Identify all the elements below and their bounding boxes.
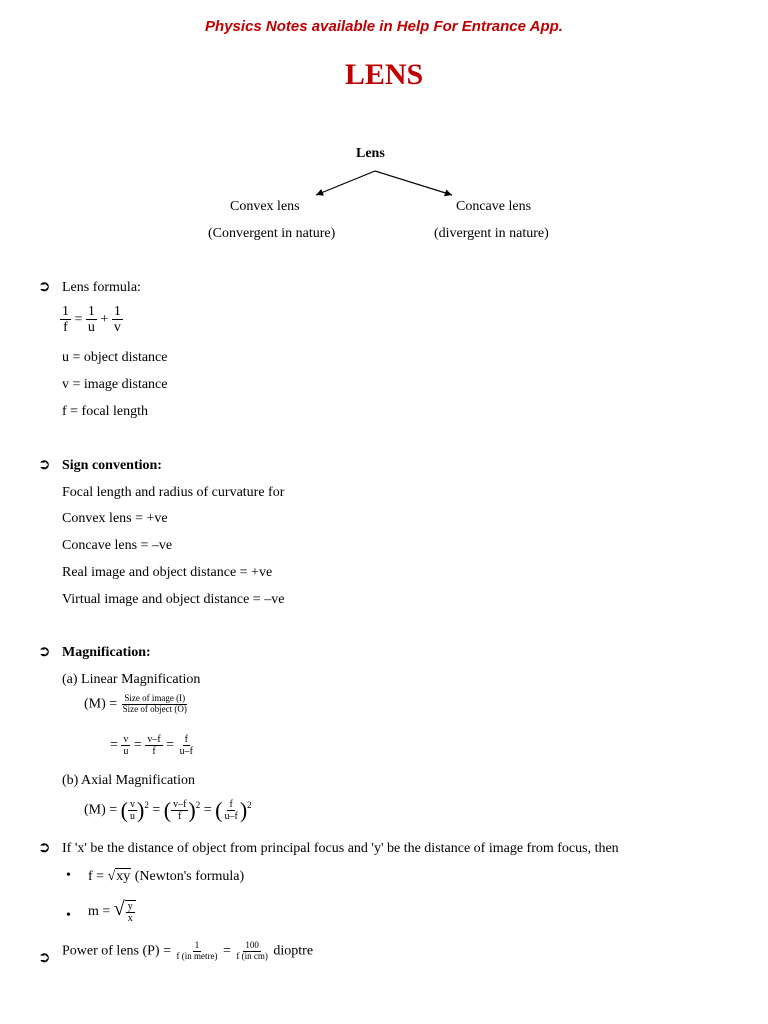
power-formula: Power of lens (P) = $\frac{1}{\text{f (in metre)}}$ = $\frac{100}{\text{f (in cm)}}$ dioptre (62, 940, 314, 961)
arrow-bullet-icon: ➲ (38, 457, 51, 473)
arrow-bullet-icon: ➲ (38, 950, 51, 966)
sign-line: Convex lens = +ve (62, 511, 168, 526)
convex-lens-note: (Convergent in nature) (208, 226, 336, 241)
arrow-bullet-icon: ➲ (38, 279, 51, 295)
page-title: LENS (344, 58, 424, 91)
sign-line: Concave lens = –ve (62, 538, 173, 553)
bullet-dot-icon: • (66, 908, 71, 923)
focal-length-def: f = focal length (62, 404, 149, 419)
axial-magnification-formula: (M) = ( $\frac{v}{u}$ )$^2$ = ( $\frac{v-f}{f}$ )$^2$ = ( $\frac{f}{u-f}$ )$^2$ (84, 797, 252, 823)
arrow-bullet-icon: ➲ (38, 644, 51, 660)
concave-lens-note: (divergent in nature) (434, 226, 549, 241)
newton-f-formula: f = √xy (Newton's formula) (88, 869, 245, 884)
linear-magnification-expansion: = $\frac{v}{u}$ = $\frac{v-f}{f}$ = $\frac{f}{u-f}$ (110, 734, 193, 757)
linear-magnification-label: (a) Linear Magnification (62, 672, 201, 687)
sign-line: Virtual image and object distance = –ve (62, 592, 285, 607)
sign-line: Focal length and radius of curvature for (62, 485, 285, 500)
convex-lens-label: Convex lens (230, 199, 300, 214)
lens-formula-heading: Lens formula: (62, 280, 141, 295)
lens-formula-equation: $\frac{1}{f}$ = $\frac{1}{u}$ + $\frac{1}{v}$ (62, 304, 121, 336)
sign-convention-heading: Sign convention: (62, 458, 162, 473)
newton-m-formula: m = √ $\frac{y}{x}$ (88, 900, 136, 924)
tree-arrows (300, 165, 470, 205)
sign-line: Real image and object distance = +ve (62, 565, 273, 580)
newton-statement: If 'x' be the distance of object from principal focus and 'y' be the distance of image from focus, then (62, 841, 619, 856)
axial-magnification-label: (b) Axial Magnification (62, 773, 195, 788)
concave-lens-label: Concave lens (456, 199, 532, 214)
magnification-heading: Magnification: (62, 645, 151, 660)
tree-root: Lens (356, 146, 385, 161)
bullet-dot-icon: • (66, 868, 71, 883)
linear-magnification-formula: (M) = $\frac{\text{Size of image (I)}}{\text{Size of object (O)}}$ (84, 693, 187, 714)
image-distance-def: v = image distance (62, 377, 168, 392)
arrow-bullet-icon: ➲ (38, 840, 51, 856)
app-banner: Physics Notes available in Help For Entrance App. (205, 18, 563, 35)
object-distance-def: u = object distance (62, 350, 168, 365)
